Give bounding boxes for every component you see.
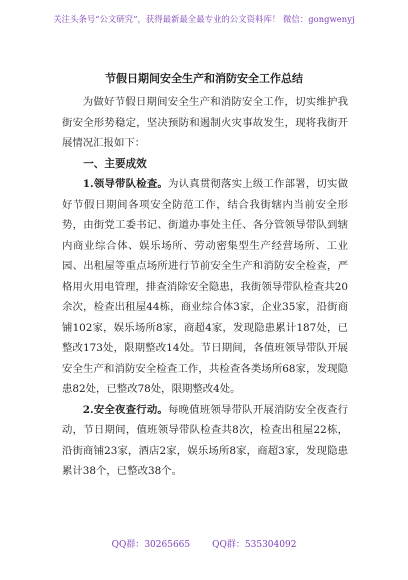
document-body <box>62 92 348 482</box>
item2-lead: 2.安全夜查行动。 <box>82 403 169 416</box>
item1-paragraph <box>62 174 348 400</box>
item1-text: 为认真贯彻落实上级工作部署，切实做好节假日期间各项安全防范工作，结合我街辖内当前安全形势，由街党工委书记、街道办事处主任、各分管领导带队到辖内商业综合体、娱乐场所、劳动密集型生产经营场所、工业园、出租屋等重点场所进行节前安全生产和消防安全检查，严格用火用电管理，排查消除安全隐患，我街领导带队检查共20余次，检查出租屋44栋，商业综合体3家，企业35家，沿街商铺102家，娱乐场所8家，商超4家，发现隐患累计187处，已整改173处，限期整改14处。 <box>62 178 348 354</box>
intro-paragraph: 为做好节假日期间安全生产和消防安全工作，切实维护我街安全形势稳定，坚决预防和遏制火灾事故发生，现将我街开展情况汇报如下： <box>62 96 348 149</box>
item2-paragraph <box>62 400 348 482</box>
item1-lead: 1.领导带队检查。 <box>82 178 169 190</box>
footer-qq-group-2: QQ群：535304092 <box>212 540 297 550</box>
item2-text: 每晚值班领导带队开展消防安全夜查行动，节日期间，值班领导带队检查共8次，检查出租屋22栋，沿街商铺23家，酒店2家，娱乐场所8家，商超3家，发现隐患累计38个，已整改38个。 <box>62 403 348 477</box>
document-title: 节假日期间安全生产和消防安全工作总结 <box>105 72 303 85</box>
footer-contact <box>0 537 408 550</box>
item1-text-continued: 节日期间，各值班领导带队开展安全生产和消防安全检查工作，共检查各类场所68家，发现隐患82处，已整改78处，限期整改4处。 <box>62 342 348 395</box>
footer-qq-group-1: QQ群：30265665 <box>111 540 191 550</box>
section-heading-main-results: 一、主要成效 <box>83 157 147 170</box>
promo-banner: 关注头条号“公文研究”，获得最新最全最专业的公文资料库！ 微信：gongwenyj <box>53 14 355 24</box>
